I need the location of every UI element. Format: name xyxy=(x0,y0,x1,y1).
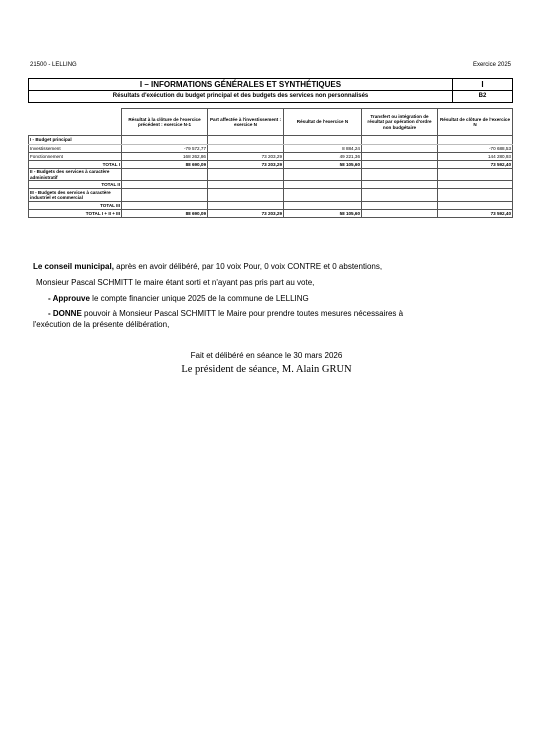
vote-text: après en avoir délibéré, par 10 voix Pour, 0 voix CONTRE et 0 abstentions, xyxy=(113,262,383,271)
banner-title: I – INFORMATIONS GÉNÉRALES ET SYNTHÉTIQUES xyxy=(29,79,453,91)
table-cell: 144 280,93 xyxy=(438,153,513,161)
table-cell: 88 690,09 xyxy=(122,210,208,218)
total-label: TOTAL III xyxy=(29,202,122,210)
column-header: Résultat de clôture de l'exercice N xyxy=(438,109,513,136)
table-cell xyxy=(362,210,438,218)
table-row xyxy=(29,161,513,169)
mayor-note: Monsieur Pascal SCHMITT le maire étant sorti et n'ayant pas pris part au vote, xyxy=(36,278,315,287)
row-label: Investissement xyxy=(29,145,122,153)
table-row xyxy=(29,153,513,161)
table-cell: -70 688,53 xyxy=(438,145,513,153)
table-cell xyxy=(362,153,438,161)
total-label: TOTAL II xyxy=(29,181,122,189)
table-corner xyxy=(29,109,122,136)
table-cell: 73 203,29 xyxy=(208,161,284,169)
section-label: II - Budgets des services à caractère administratif xyxy=(29,169,122,181)
grand-total-label: TOTAL I + II + III xyxy=(29,210,122,218)
table-row xyxy=(29,145,513,153)
council-label: Le conseil municipal, xyxy=(33,262,114,271)
table-cell: 73 592,40 xyxy=(438,210,513,218)
table-row xyxy=(29,169,513,181)
table-header-row xyxy=(29,109,513,136)
mandate-paragraph xyxy=(48,308,510,319)
column-header: Résultat à la clôture de l'exercice précédent : exercice N-1 xyxy=(122,109,208,136)
table-row xyxy=(29,202,513,210)
section-banner xyxy=(28,78,513,103)
total-label: TOTAL I xyxy=(29,161,122,169)
row-label: Fonctionnement xyxy=(29,153,122,161)
table-cell: 73 203,29 xyxy=(208,153,284,161)
table-cell: 168 262,86 xyxy=(122,153,208,161)
signature-date: Fait et délibéré en séance le 30 mars 2026 xyxy=(190,351,343,360)
table-cell: -79 572,77 xyxy=(122,145,208,153)
banner-title-code: I xyxy=(453,79,513,91)
table-row xyxy=(29,189,513,202)
table-cell xyxy=(362,161,438,169)
table-cell: 73 592,40 xyxy=(438,161,513,169)
column-header: Transfert ou intégration de résultat par opération d'ordre non budgétaire xyxy=(362,109,438,136)
results-table xyxy=(28,108,513,218)
approval-paragraph xyxy=(48,293,508,304)
table-row xyxy=(29,181,513,189)
column-header: Part affectée à l'investissement : exercice N xyxy=(208,109,284,136)
donne-label: - DONNE xyxy=(48,309,82,318)
table-cell: 88 690,09 xyxy=(122,161,208,169)
document-header-exercice: Exercice 2025 xyxy=(472,62,511,68)
section-label: I - Budget principal xyxy=(29,136,122,145)
approve-label: - Approuve xyxy=(48,294,90,303)
table-row xyxy=(29,210,513,218)
table-cell: 58 105,60 xyxy=(284,161,362,169)
section-label: III - Budgets des services à caractère industriel et commercial xyxy=(29,189,122,202)
table-cell: 49 221,36 xyxy=(284,153,362,161)
table-cell: 58 105,60 xyxy=(284,210,362,218)
banner-subtitle-code: B2 xyxy=(453,91,513,103)
table-cell xyxy=(208,145,284,153)
column-header: Résultat de l'exercice N xyxy=(284,109,362,136)
table-row xyxy=(29,136,513,145)
table-cell xyxy=(362,145,438,153)
mandate-continuation: l'exécution de la présente délibération, xyxy=(33,320,170,329)
document-header-commune: 21500 - LELLING xyxy=(30,62,77,68)
table-cell: 73 203,29 xyxy=(208,210,284,218)
table-cell: 8 884,24 xyxy=(284,145,362,153)
donne-text: pouvoir à Monsieur Pascal SCHMITT le Maire pour prendre toutes mesures nécessaires à xyxy=(81,309,404,318)
signature-name: Le président de séance, M. Alain GRUN xyxy=(181,364,352,375)
banner-subtitle: Résultats d'exécution du budget principal et des budgets des services non personnalisés xyxy=(29,91,453,103)
approve-text: le compte financier unique 2025 de la commune de LELLING xyxy=(89,294,309,303)
deliberation-paragraph xyxy=(33,261,503,272)
